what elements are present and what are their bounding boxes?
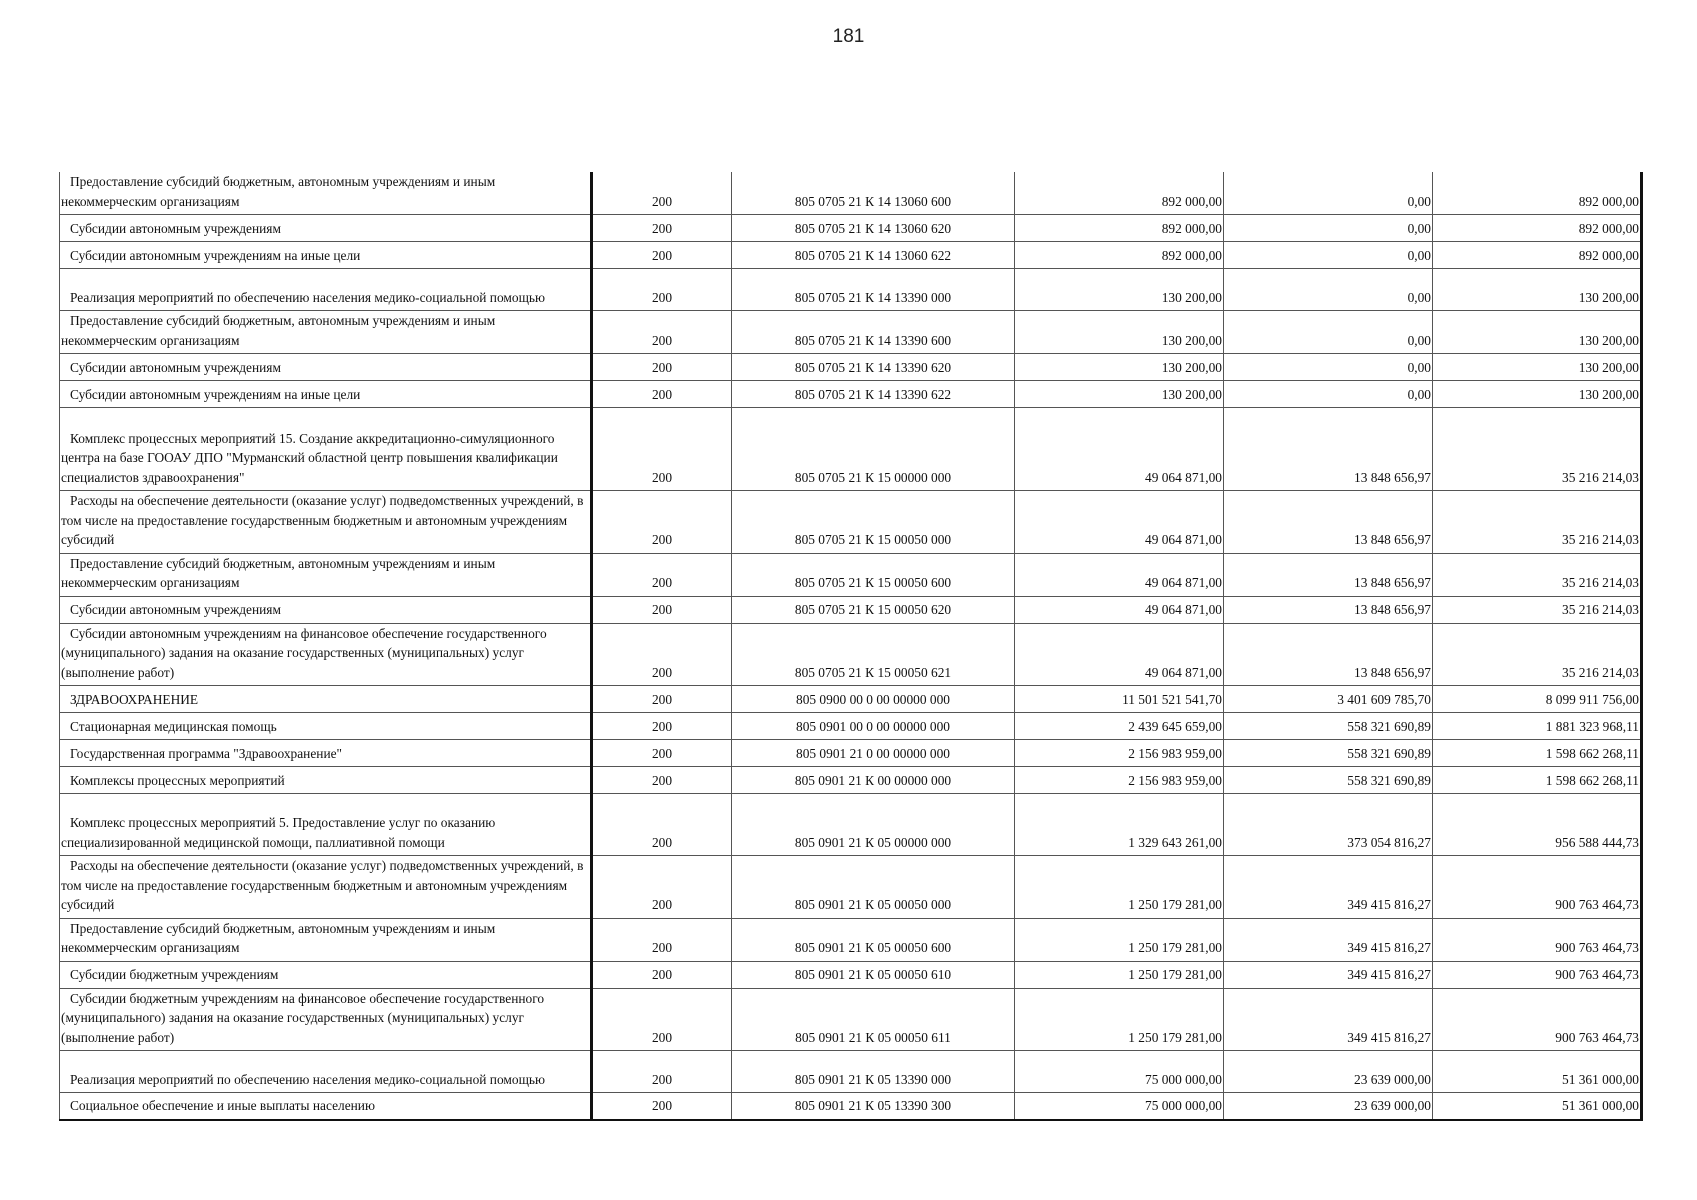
row-kbk-cell: 805 0705 21 К 14 13060 600 — [732, 172, 1015, 215]
row-approved-cell: 130 200,00 — [1015, 354, 1224, 381]
row-kbk-cell: 805 0705 21 К 15 00050 620 — [732, 596, 1015, 623]
row-remaining-cell: 51 361 000,00 — [1433, 1051, 1642, 1093]
table-row — [60, 596, 1642, 623]
row-remaining-cell: 900 763 464,73 — [1433, 856, 1642, 919]
table-row — [60, 623, 1642, 686]
row-name-text: Расходы на обеспечение деятельности (оказание услуг) подведомственных учреждений, в том числе на предоставление государственным бюджетным и автономным учреждениям субсидий — [61, 493, 584, 547]
row-remaining-cell: 51 361 000,00 — [1433, 1093, 1642, 1120]
row-remaining-cell: 900 763 464,73 — [1433, 988, 1642, 1051]
row-name-cell — [60, 1051, 592, 1093]
row-name-cell — [60, 856, 592, 919]
row-name-text: Комплекс процессных мероприятий 15. Создание аккредитационно-симуляционного центра на базе ГООАУ ДПО "Мурманский областной центр повышения квалификации специалистов здравоохранения" — [61, 430, 558, 485]
row-approved-cell: 2 156 983 959,00 — [1015, 767, 1224, 794]
row-kbk-cell: 805 0705 21 К 14 13390 600 — [732, 311, 1015, 354]
row-name-text: Субсидии автономным учреждениям — [70, 359, 281, 375]
row-remaining-cell: 1 881 323 968,11 — [1433, 713, 1642, 740]
budget-execution-table — [59, 172, 1643, 1121]
row-name-text: Субсидии автономным учреждениям на финансовое обеспечение государственного (муниципального) задания на оказание государственных (муниципальных) услуг (выполнение работ) — [61, 625, 547, 680]
row-executed-cell: 349 415 816,27 — [1224, 918, 1433, 961]
row-name-cell — [60, 553, 592, 596]
row-name-cell — [60, 269, 592, 311]
row-name-text: Реализация мероприятий по обеспечению населения медико-социальной помощью — [70, 1071, 546, 1087]
row-name-text: Субсидии автономным учреждениям на иные цели — [70, 247, 361, 263]
table-row — [60, 794, 1642, 856]
row-kbk-cell: 805 0705 21 К 15 00050 621 — [732, 623, 1015, 686]
row-remaining-cell: 8 099 911 756,00 — [1433, 686, 1642, 713]
row-approved-cell: 892 000,00 — [1015, 172, 1224, 215]
row-kbk-cell: 805 0901 21 К 05 00000 000 — [732, 794, 1015, 856]
table-row — [60, 686, 1642, 713]
row-code-cell: 200 — [592, 794, 732, 856]
row-remaining-cell: 956 588 444,73 — [1433, 794, 1642, 856]
row-remaining-cell: 35 216 214,03 — [1433, 553, 1642, 596]
row-name-text: Расходы на обеспечение деятельности (оказание услуг) подведомственных учреждений, в том числе на предоставление государственным бюджетным и автономным учреждениям субсидий — [61, 858, 584, 912]
row-remaining-cell: 35 216 214,03 — [1433, 623, 1642, 686]
row-kbk-cell: 805 0900 00 0 00 00000 000 — [732, 686, 1015, 713]
row-kbk-cell: 805 0901 21 К 05 00050 610 — [732, 961, 1015, 988]
row-name-text: Стационарная медицинская помощь — [70, 718, 277, 734]
table-row — [60, 961, 1642, 988]
table-row — [60, 269, 1642, 311]
row-code-cell: 200 — [592, 961, 732, 988]
row-name-cell — [60, 172, 592, 215]
row-kbk-cell: 805 0901 21 К 00 00000 000 — [732, 767, 1015, 794]
row-executed-cell: 558 321 690,89 — [1224, 740, 1433, 767]
row-code-cell: 200 — [592, 713, 732, 740]
row-remaining-cell: 892 000,00 — [1433, 172, 1642, 215]
row-code-cell: 200 — [592, 1051, 732, 1093]
row-code-cell: 200 — [592, 242, 732, 269]
row-remaining-cell: 1 598 662 268,11 — [1433, 740, 1642, 767]
row-remaining-cell: 35 216 214,03 — [1433, 408, 1642, 491]
table-row — [60, 553, 1642, 596]
row-code-cell: 200 — [592, 767, 732, 794]
row-code-cell: 200 — [592, 172, 732, 215]
row-executed-cell: 373 054 816,27 — [1224, 794, 1433, 856]
row-kbk-cell: 805 0705 21 К 15 00000 000 — [732, 408, 1015, 491]
row-executed-cell: 0,00 — [1224, 172, 1433, 215]
row-name-text: Предоставление субсидий бюджетным, автономным учреждениям и иным некоммерческим организациям — [61, 313, 496, 348]
row-name-cell — [60, 491, 592, 554]
row-code-cell: 200 — [592, 686, 732, 713]
row-executed-cell: 3 401 609 785,70 — [1224, 686, 1433, 713]
row-executed-cell: 13 848 656,97 — [1224, 596, 1433, 623]
row-name-cell — [60, 686, 592, 713]
row-name-text: Социальное обеспечение и иные выплаты населению — [70, 1098, 375, 1113]
table-row — [60, 215, 1642, 242]
row-code-cell: 200 — [592, 988, 732, 1051]
row-approved-cell: 130 200,00 — [1015, 269, 1224, 311]
table-row — [60, 491, 1642, 554]
row-executed-cell: 13 848 656,97 — [1224, 623, 1433, 686]
row-name-cell — [60, 740, 592, 767]
row-approved-cell: 49 064 871,00 — [1015, 553, 1224, 596]
row-executed-cell: 13 848 656,97 — [1224, 553, 1433, 596]
row-approved-cell: 1 250 179 281,00 — [1015, 856, 1224, 919]
row-code-cell: 200 — [592, 553, 732, 596]
row-kbk-cell: 805 0705 21 К 15 00050 000 — [732, 491, 1015, 554]
row-name-text: Реализация мероприятий по обеспечению населения медико-социальной помощью — [70, 289, 546, 305]
row-approved-cell: 1 250 179 281,00 — [1015, 961, 1224, 988]
row-name-cell — [60, 988, 592, 1051]
row-name-cell — [60, 215, 592, 242]
row-executed-cell: 13 848 656,97 — [1224, 491, 1433, 554]
row-name-cell — [60, 311, 592, 354]
table-row — [60, 381, 1642, 408]
row-code-cell: 200 — [592, 408, 732, 491]
row-executed-cell: 558 321 690,89 — [1224, 767, 1433, 794]
table-row — [60, 354, 1642, 381]
row-executed-cell: 349 415 816,27 — [1224, 961, 1433, 988]
row-code-cell: 200 — [592, 623, 732, 686]
row-kbk-cell: 805 0901 21 К 05 13390 000 — [732, 1051, 1015, 1093]
row-kbk-cell: 805 0901 21 К 05 00050 611 — [732, 988, 1015, 1051]
row-name-text: Государственная программа "Здравоохранение" — [70, 745, 343, 761]
table-row — [60, 767, 1642, 794]
row-code-cell: 200 — [592, 1093, 732, 1120]
row-name-cell — [60, 961, 592, 988]
table-row — [60, 242, 1642, 269]
row-executed-cell: 0,00 — [1224, 269, 1433, 311]
row-remaining-cell: 130 200,00 — [1433, 354, 1642, 381]
row-remaining-cell: 900 763 464,73 — [1433, 961, 1642, 988]
row-approved-cell: 130 200,00 — [1015, 311, 1224, 354]
row-executed-cell: 558 321 690,89 — [1224, 713, 1433, 740]
row-name-text: ЗДРАВООХРАНЕНИЕ — [70, 691, 199, 707]
row-name-cell — [60, 596, 592, 623]
row-name-text: Предоставление субсидий бюджетным, автономным учреждениям и иным некоммерческим организациям — [61, 920, 496, 955]
row-name-text: Предоставление субсидий бюджетным, автономным учреждениям и иным некоммерческим организациям — [61, 174, 496, 209]
row-remaining-cell: 900 763 464,73 — [1433, 918, 1642, 961]
row-name-text: Субсидии автономным учреждениям — [70, 220, 281, 236]
row-kbk-cell: 805 0705 21 К 14 13060 622 — [732, 242, 1015, 269]
page-number: 181 — [832, 26, 865, 47]
row-approved-cell: 2 439 645 659,00 — [1015, 713, 1224, 740]
row-remaining-cell: 130 200,00 — [1433, 311, 1642, 354]
table-row — [60, 856, 1642, 919]
row-executed-cell: 0,00 — [1224, 381, 1433, 408]
table-row — [60, 740, 1642, 767]
row-executed-cell: 0,00 — [1224, 215, 1433, 242]
row-name-cell — [60, 918, 592, 961]
row-approved-cell: 49 064 871,00 — [1015, 408, 1224, 491]
row-kbk-cell: 805 0901 21 К 05 00050 600 — [732, 918, 1015, 961]
row-approved-cell: 2 156 983 959,00 — [1015, 740, 1224, 767]
row-kbk-cell: 805 0705 21 К 14 13390 000 — [732, 269, 1015, 311]
row-code-cell: 200 — [592, 354, 732, 381]
row-remaining-cell: 35 216 214,03 — [1433, 491, 1642, 554]
row-name-text: Комплекс процессных мероприятий 5. Предоставление услуг по оказанию специализированной медицинской помощи, паллиативной помощи — [61, 815, 496, 850]
row-remaining-cell: 1 598 662 268,11 — [1433, 767, 1642, 794]
row-executed-cell: 0,00 — [1224, 354, 1433, 381]
row-executed-cell: 0,00 — [1224, 242, 1433, 269]
row-executed-cell: 0,00 — [1224, 311, 1433, 354]
row-remaining-cell: 892 000,00 — [1433, 242, 1642, 269]
row-remaining-cell: 130 200,00 — [1433, 269, 1642, 311]
row-code-cell: 200 — [592, 381, 732, 408]
row-executed-cell: 23 639 000,00 — [1224, 1051, 1433, 1093]
row-approved-cell: 11 501 521 541,70 — [1015, 686, 1224, 713]
row-name-text: Субсидии автономным учреждениям на иные цели — [70, 386, 361, 402]
table-row — [60, 311, 1642, 354]
row-code-cell: 200 — [592, 491, 732, 554]
row-name-cell — [60, 1093, 592, 1120]
row-approved-cell: 1 250 179 281,00 — [1015, 918, 1224, 961]
row-name-text: Комплексы процессных мероприятий — [70, 772, 285, 788]
row-kbk-cell: 805 0901 21 0 00 00000 000 — [732, 740, 1015, 767]
row-code-cell: 200 — [592, 596, 732, 623]
row-kbk-cell: 805 0705 21 К 14 13390 620 — [732, 354, 1015, 381]
row-name-text: Субсидии автономным учреждениям — [70, 602, 281, 617]
row-approved-cell: 1 250 179 281,00 — [1015, 988, 1224, 1051]
row-code-cell: 200 — [592, 856, 732, 919]
table-row — [60, 988, 1642, 1051]
row-name-cell — [60, 623, 592, 686]
row-kbk-cell: 805 0901 21 К 05 00050 000 — [732, 856, 1015, 919]
table-row — [60, 918, 1642, 961]
row-executed-cell: 349 415 816,27 — [1224, 856, 1433, 919]
row-kbk-cell: 805 0705 21 К 15 00050 600 — [732, 553, 1015, 596]
row-executed-cell: 349 415 816,27 — [1224, 988, 1433, 1051]
row-approved-cell: 75 000 000,00 — [1015, 1051, 1224, 1093]
row-approved-cell: 892 000,00 — [1015, 215, 1224, 242]
row-approved-cell: 892 000,00 — [1015, 242, 1224, 269]
row-name-cell — [60, 381, 592, 408]
row-kbk-cell: 805 0705 21 К 14 13060 620 — [732, 215, 1015, 242]
row-kbk-cell: 805 0705 21 К 14 13390 622 — [732, 381, 1015, 408]
row-name-cell — [60, 767, 592, 794]
row-code-cell: 200 — [592, 215, 732, 242]
row-code-cell: 200 — [592, 918, 732, 961]
row-name-cell — [60, 242, 592, 269]
table-row — [60, 1051, 1642, 1093]
row-name-text: Субсидии бюджетным учреждениям — [70, 967, 279, 982]
row-name-cell — [60, 354, 592, 381]
row-remaining-cell: 35 216 214,03 — [1433, 596, 1642, 623]
row-approved-cell: 1 329 643 261,00 — [1015, 794, 1224, 856]
row-remaining-cell: 130 200,00 — [1433, 381, 1642, 408]
row-approved-cell: 49 064 871,00 — [1015, 623, 1224, 686]
row-kbk-cell: 805 0901 21 К 05 13390 300 — [732, 1093, 1015, 1120]
row-approved-cell: 49 064 871,00 — [1015, 596, 1224, 623]
row-code-cell: 200 — [592, 269, 732, 311]
row-approved-cell: 49 064 871,00 — [1015, 491, 1224, 554]
table-row — [60, 408, 1642, 491]
row-code-cell: 200 — [592, 311, 732, 354]
row-approved-cell: 130 200,00 — [1015, 381, 1224, 408]
row-name-text: Предоставление субсидий бюджетным, автономным учреждениям и иным некоммерческим организациям — [61, 555, 496, 590]
row-name-text: Субсидии бюджетным учреждениям на финансовое обеспечение государственного (муниципального) задания на оказание государственных (муниципальных) услуг (выполнение работ) — [61, 990, 545, 1045]
table-row — [60, 172, 1642, 215]
row-name-cell — [60, 713, 592, 740]
row-approved-cell: 75 000 000,00 — [1015, 1093, 1224, 1120]
row-executed-cell: 23 639 000,00 — [1224, 1093, 1433, 1120]
table-row — [60, 713, 1642, 740]
row-remaining-cell: 892 000,00 — [1433, 215, 1642, 242]
row-name-cell — [60, 794, 592, 856]
row-executed-cell: 13 848 656,97 — [1224, 408, 1433, 491]
row-name-cell — [60, 408, 592, 491]
table-row — [60, 1093, 1642, 1120]
row-kbk-cell: 805 0901 00 0 00 00000 000 — [732, 713, 1015, 740]
row-code-cell: 200 — [592, 740, 732, 767]
